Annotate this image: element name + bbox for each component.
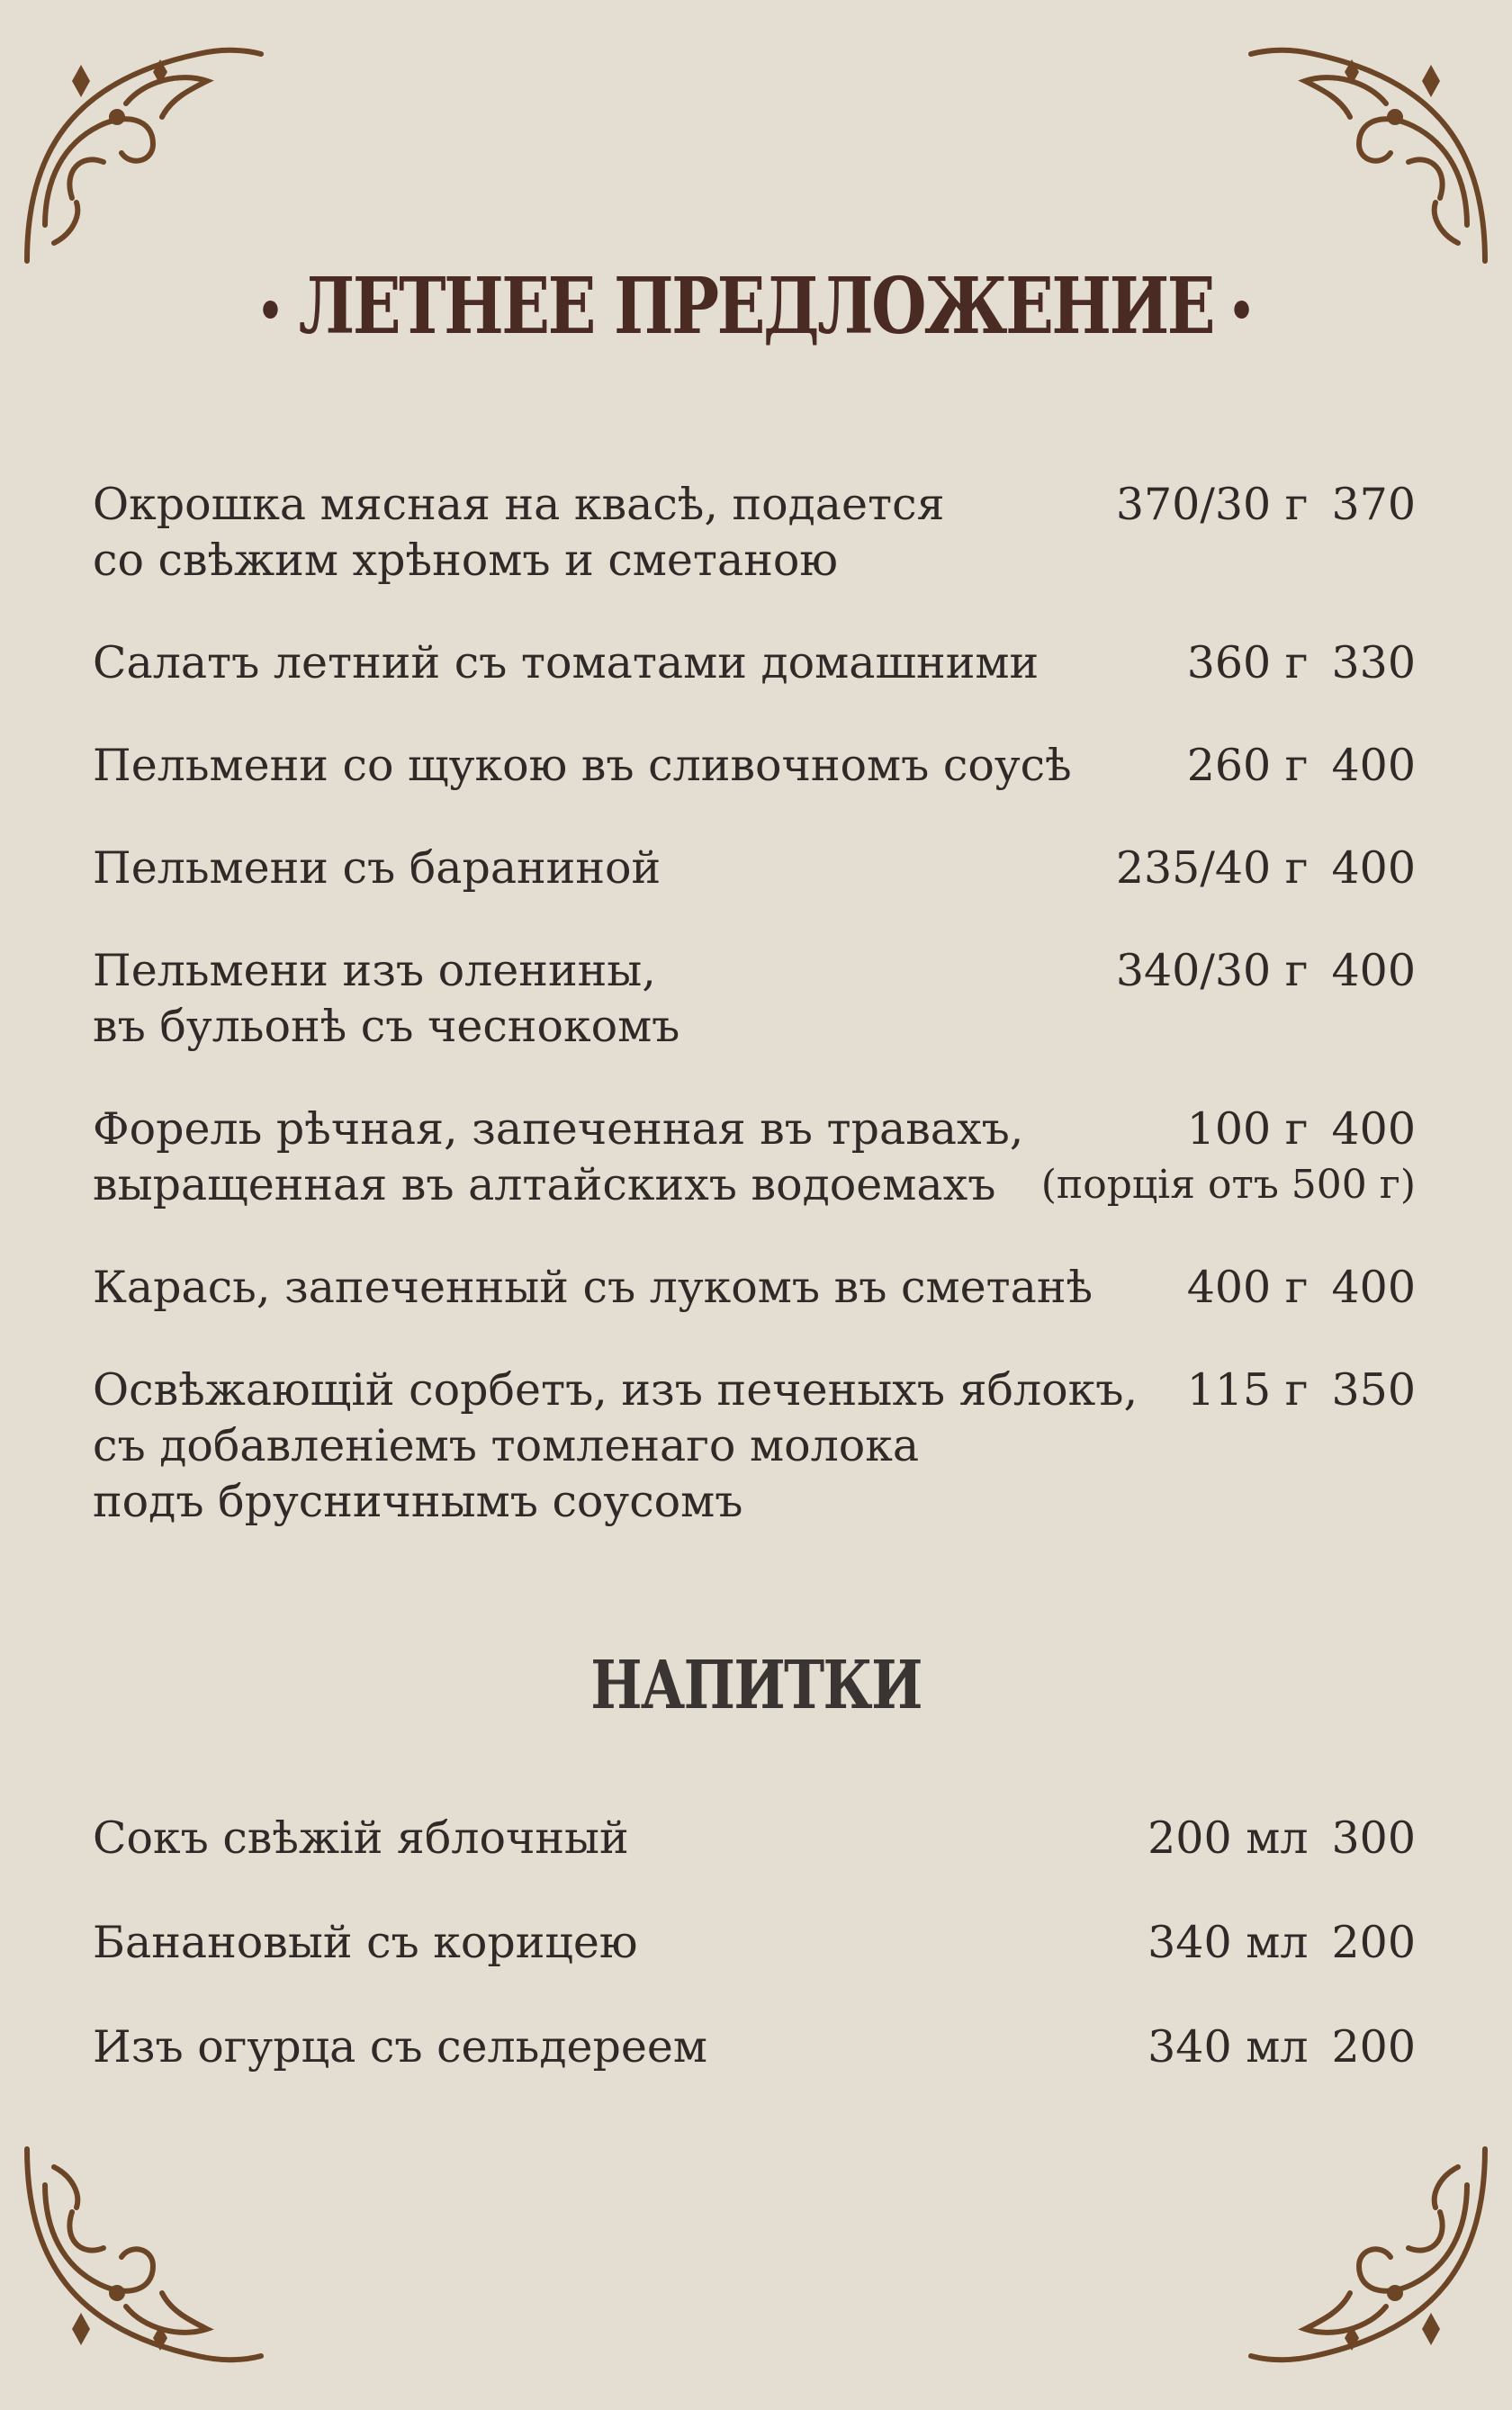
menu-item-name-line: Пельмени съ бараниной <box>93 842 662 894</box>
menu-item <box>93 1260 1416 1316</box>
menu-item-name <box>93 635 1187 691</box>
menu-item-name <box>93 1260 1187 1316</box>
menu-item-name <box>93 943 1116 1055</box>
menu-item-price: 330 <box>1331 637 1416 688</box>
menu-item <box>93 1915 1416 1971</box>
menu-item <box>93 2019 1416 2075</box>
floral-corner-ornament-icon <box>1242 2140 1494 2392</box>
menu-item-name <box>93 841 1116 896</box>
menu-item-name-line: Форель рѣчная, запеченная въ травахъ, <box>93 1103 1024 1155</box>
menu-item-name-line: Салатъ летний съ томатами домашними <box>93 637 1040 688</box>
menu-item-name-line: Сокъ свѣжій яблочный <box>93 1812 629 1864</box>
menu-item-name-line: выращенная въ алтайскихъ водоемахъ <box>93 1159 996 1210</box>
menu-item-weight: 115 г <box>1186 1364 1309 1416</box>
menu-item <box>93 635 1416 691</box>
menu-item <box>93 841 1416 896</box>
menu-item-weight: 200 мл <box>1148 1812 1309 1864</box>
menu-item-name-line: Изъ огурца съ сельдереем <box>93 2021 707 2073</box>
menu-item-portion-note: (порція отъ 500 г) <box>1040 1162 1416 1208</box>
menu-item-price: 200 <box>1331 1917 1416 1968</box>
menu-item-price-block <box>1116 841 1416 896</box>
menu-item-name <box>93 1102 1041 1213</box>
menu-item-name-line: съ добавленіемъ томленаго молока <box>93 1420 920 1471</box>
menu-item-price: 400 <box>1331 1262 1416 1313</box>
menu-item-price-block <box>1148 2019 1416 2075</box>
menu-item-name <box>93 1915 1148 1971</box>
menu-item-name-line: Карась, запеченный съ лукомъ въ сметанѣ <box>93 1262 1094 1313</box>
menu-item-price: 370 <box>1331 479 1416 530</box>
menu-item-weight: 260 г <box>1186 740 1309 791</box>
menu-item-name-line: Освѣжающій сорбетъ, изъ печеныхъ яблокъ, <box>93 1364 1138 1416</box>
bullet-dot-icon <box>1234 301 1248 319</box>
menu-item-price-block <box>1148 1915 1416 1971</box>
menu-item-price: 400 <box>1331 1103 1416 1155</box>
menu-item-name-line: Пельмени со щукою въ сливочномъ соусѣ <box>93 740 1072 791</box>
menu-item-price-block <box>1187 635 1416 691</box>
menu-item-price: 400 <box>1331 740 1416 791</box>
menu-item-price: 200 <box>1331 2021 1416 2073</box>
floral-corner-ornament-icon <box>1242 18 1494 270</box>
menu-item-price-block <box>1041 1102 1416 1213</box>
menu-item-weight: 340 мл <box>1148 1917 1309 1968</box>
menu-item-name-line: со свѣжим хрѣномъ и сметаною <box>93 535 839 586</box>
menu-item-name <box>93 738 1187 794</box>
menu-item-price: 350 <box>1331 1364 1416 1416</box>
menu-item-weight: 400 г <box>1186 1262 1309 1313</box>
menu-item-weight: 235/40 г <box>1115 842 1309 894</box>
menu-item-weight: 340 мл <box>1148 2021 1309 2073</box>
menu-item-name <box>93 1811 1148 1866</box>
menu-item-price: 300 <box>1331 1812 1416 1864</box>
menu-item-price: 400 <box>1331 842 1416 894</box>
menu-item <box>93 738 1416 794</box>
menu-item-weight: 100 г <box>1186 1103 1309 1155</box>
drinks-menu-list <box>93 1811 1416 2124</box>
page-title-text: ЛЕТНЕЕ ПРЕДЛОЖЕНИЕ <box>298 261 1214 352</box>
menu-item-price: 400 <box>1331 945 1416 996</box>
drinks-section-title: НАПИТКИ <box>590 1647 922 1724</box>
menu-item-name-line: Пельмени изъ оленины, <box>93 945 656 996</box>
menu-item-weight: 370/30 г <box>1115 479 1309 530</box>
menu-item <box>93 477 1416 589</box>
menu-item-price-block <box>1187 738 1416 794</box>
menu-item-name <box>93 477 1116 589</box>
menu-item-price-block <box>1148 1811 1416 1866</box>
menu-item-name-line: подъ брусничнымъ соусомъ <box>93 1476 743 1527</box>
menu-item <box>93 1811 1416 1866</box>
floral-corner-ornament-icon <box>18 18 270 270</box>
menu-item-name-line: Банановый съ корицею <box>93 1917 638 1968</box>
menu-item <box>93 1102 1416 1213</box>
menu-item <box>93 943 1416 1055</box>
menu-item-name <box>93 2019 1148 2075</box>
menu-item-price-block <box>1116 477 1416 589</box>
summer-menu-list <box>93 477 1416 1577</box>
bullet-dot-icon <box>264 301 278 319</box>
floral-corner-ornament-icon <box>18 2140 270 2392</box>
menu-item-name <box>93 1362 1187 1530</box>
page-title <box>136 261 1376 352</box>
menu-item-price-block <box>1187 1362 1416 1530</box>
menu-item-price-block <box>1187 1260 1416 1316</box>
menu-item-name-line: Окрошка мясная на квасѣ, подается <box>93 479 945 530</box>
menu-item-name-line: въ бульонѣ съ чеснокомъ <box>93 1001 680 1052</box>
menu-item-weight: 360 г <box>1186 637 1309 688</box>
menu-item-price-block <box>1116 943 1416 1055</box>
menu-item-weight: 340/30 г <box>1115 945 1309 996</box>
menu-item <box>93 1362 1416 1530</box>
